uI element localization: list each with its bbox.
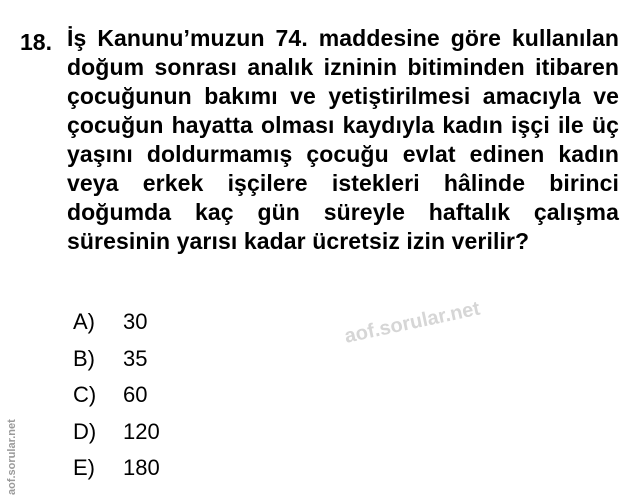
option-e[interactable] (73, 450, 160, 487)
watermark-center: aof.sorular.net (342, 297, 482, 348)
option-value: 35 (123, 345, 148, 371)
option-letter: E) (73, 455, 95, 481)
option-a[interactable] (73, 304, 160, 341)
option-letter: A) (73, 309, 95, 335)
watermark-side: aof.sorular.net (6, 419, 18, 495)
option-d[interactable] (73, 414, 160, 451)
option-value: 180 (123, 455, 160, 481)
option-letter: D) (73, 418, 97, 444)
option-b[interactable] (73, 341, 160, 378)
option-value: 60 (123, 382, 148, 408)
option-value: 120 (123, 418, 160, 444)
option-letter: B) (73, 345, 95, 371)
answer-options (73, 304, 160, 487)
option-letter: C) (73, 382, 97, 408)
question-number: 18. (20, 29, 52, 55)
option-value: 30 (123, 309, 148, 335)
question-text: İş Kanunu’muzun 74. maddesine göre kullanılan doğum sonrası analık izninin bitiminden itibaren çocuğunun bakımı ve yetiştirilmesi amacıyla ve çocuğun hayatta olması kaydıyla kadın işçi ile üç yaşını doldurmamış çocuğu evlat edinen kadın veya erkek işçilere istekleri hâlinde birinci doğumda kaç gün süreyle haftalık çalışma süresinin yarısı kadar ücretsiz izin verilir? (67, 25, 619, 254)
option-c[interactable] (73, 377, 160, 414)
